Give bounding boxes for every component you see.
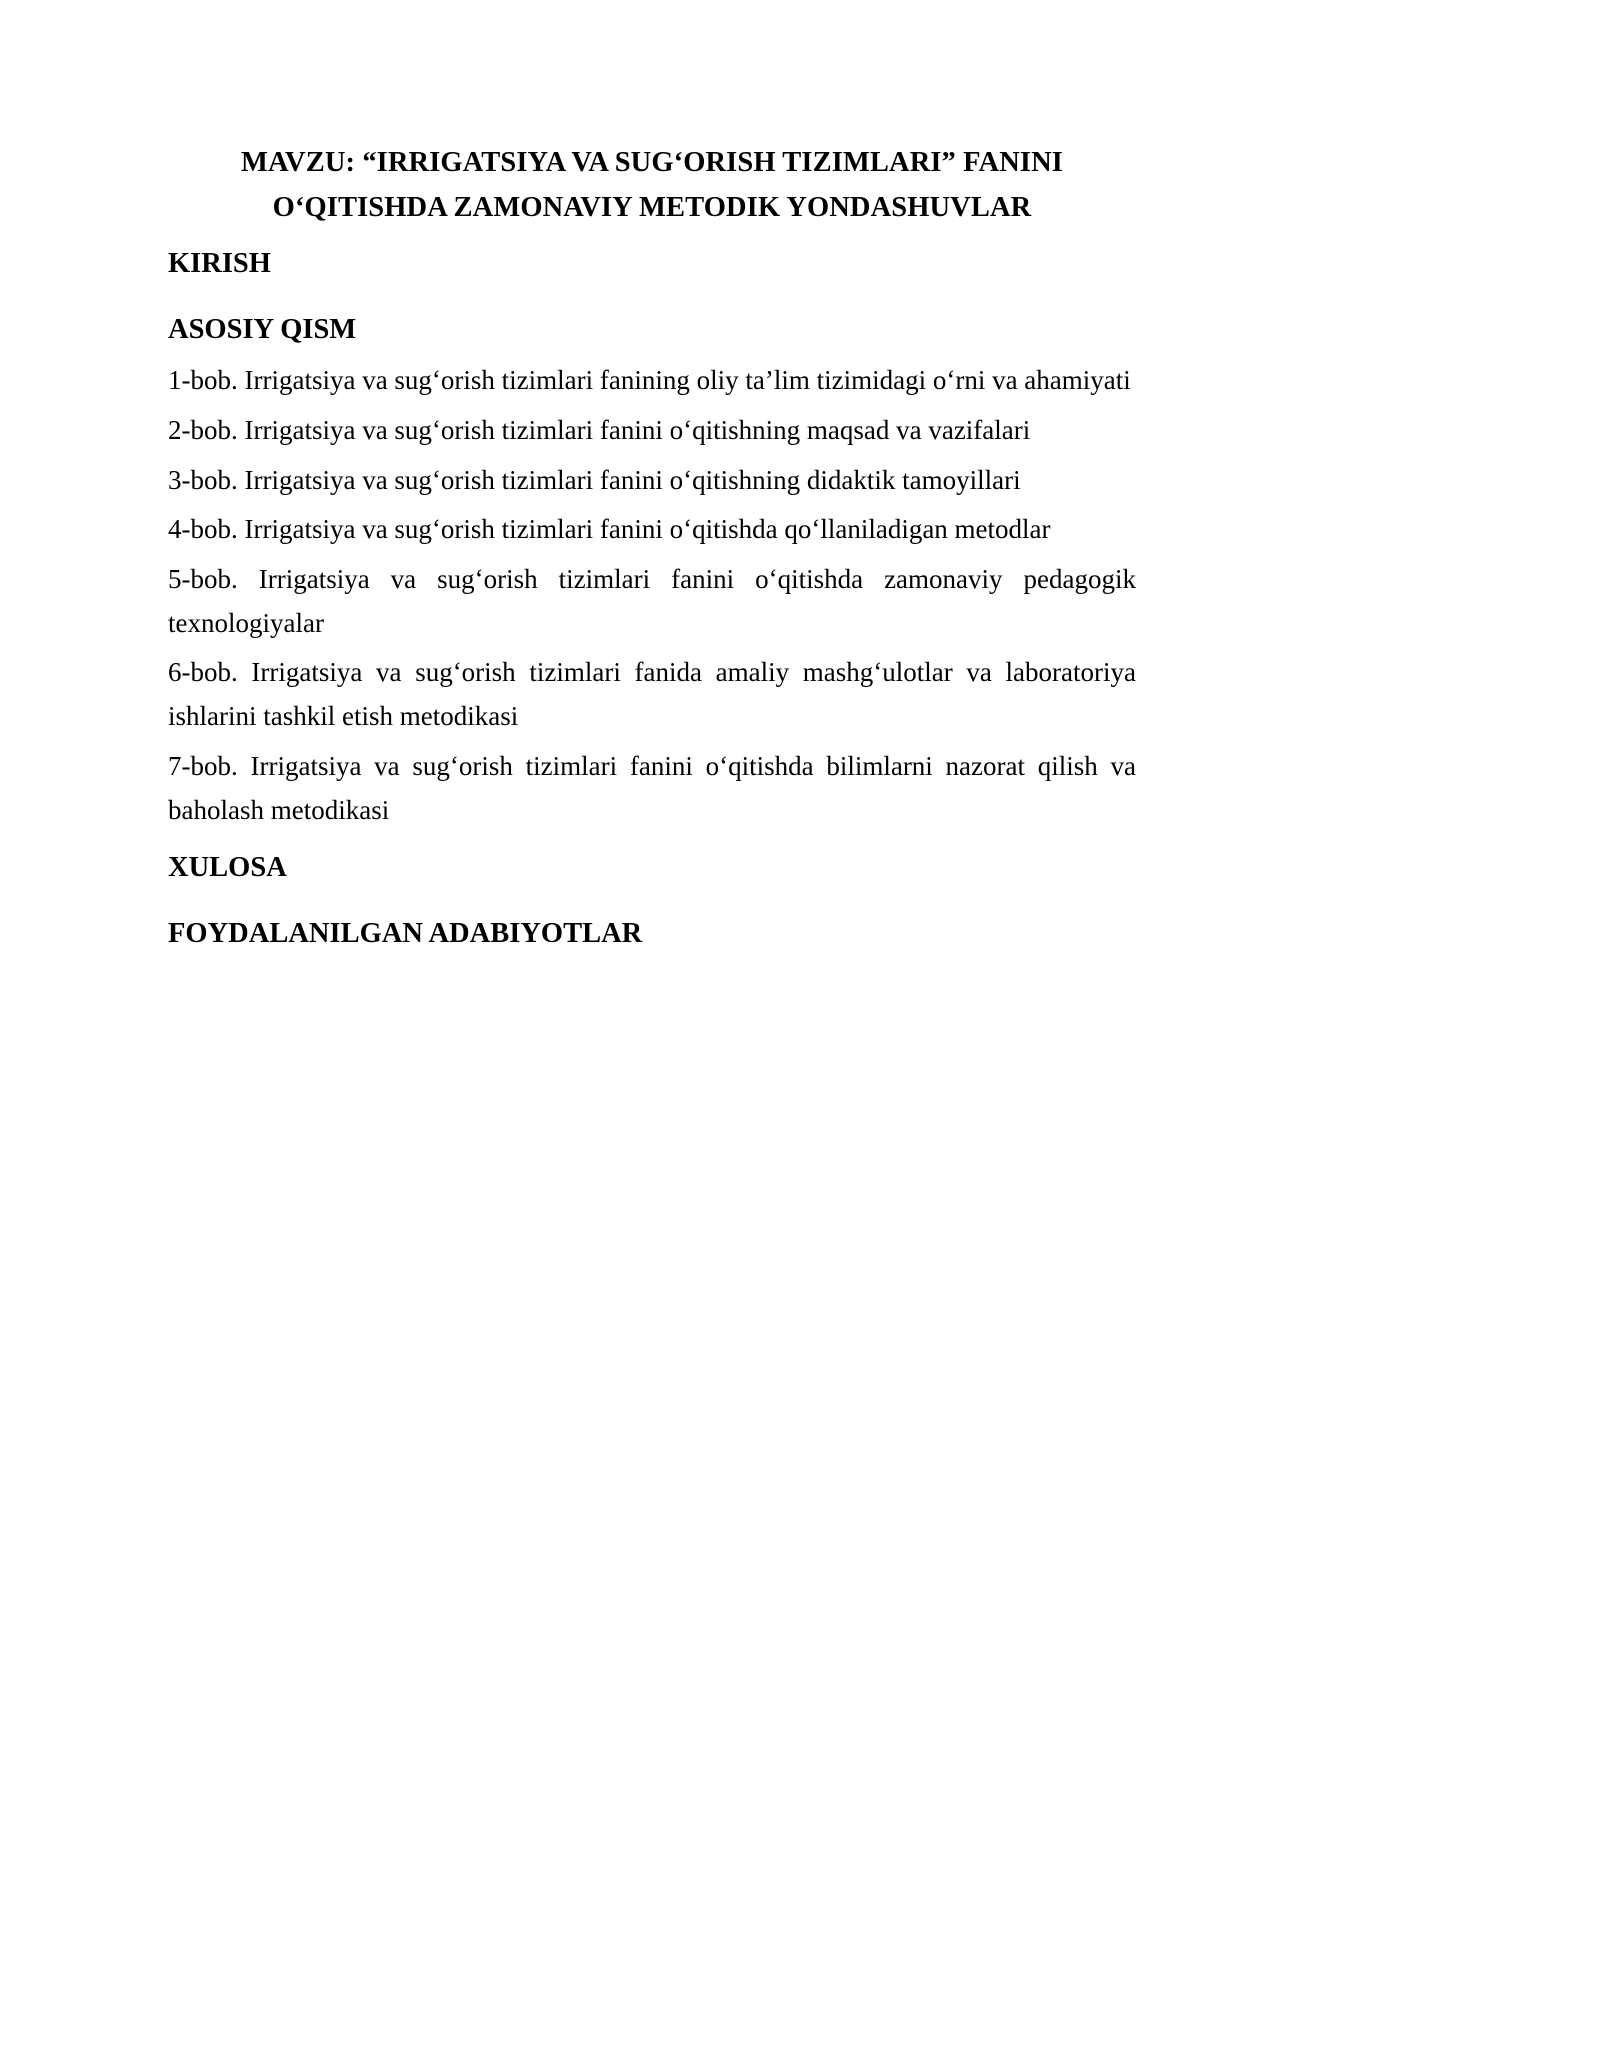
chapter-entry-7: 7-bob. Irrigatsiya va sug‘orish tizimlari fanini o‘qitishda bilimlarni nazorat qilish va baholash metodikasi <box>168 750 1136 825</box>
chapter-entry-6: 6-bob. Irrigatsiya va sug‘orish tizimlari fanida amaliy mashg‘ulotlar va laboratoriya ishlarini tashkil etish metodikasi <box>168 657 1136 732</box>
page-title <box>168 140 1136 230</box>
chapter-entry-5: 5-bob. Irrigatsiya va sug‘orish tizimlari fanini o‘qitishda zamonaviy pedagogik texnologiyalar <box>168 563 1136 638</box>
chapter-entry-2: 2-bob. Irrigatsiya va sug‘orish tizimlari fanini o‘qitishning maqsad va vazifalari <box>168 414 1031 445</box>
chapter-entry-1: 1-bob. Irrigatsiya va sug‘orish tizimlari fanining oliy ta’lim tizimidagi o‘rni va ahamiyati <box>168 365 1131 396</box>
section-heading-kirish: KIRISH <box>168 248 271 280</box>
chapter-entry-3: 3-bob. Irrigatsiya va sug‘orish tizimlari fanini o‘qitishning didaktik tamoyillari <box>168 464 1021 495</box>
section-heading-xulosa: XULOSA <box>168 852 287 884</box>
document-content <box>168 0 1136 963</box>
chapter-entry-4: 4-bob. Irrigatsiya va sug‘orish tizimlari fanini o‘qitishda qo‘llaniladigan metodlar <box>168 514 1051 545</box>
page-title-line-1: MAVZU: “IRRIGATSIYA VA SUG‘ORISH TIZIMLARI” FANINI <box>241 147 1063 178</box>
section-heading-foydalanilgan-adabiyotlar: FOYDALANILGAN ADABIYOTLAR <box>168 917 643 949</box>
page-title-line-2: O‘QITISHDA ZAMONAVIY METODIK YONDASHUVLAR <box>272 192 1032 224</box>
section-heading-asosiy-qism: ASOSIY QISM <box>168 313 357 345</box>
